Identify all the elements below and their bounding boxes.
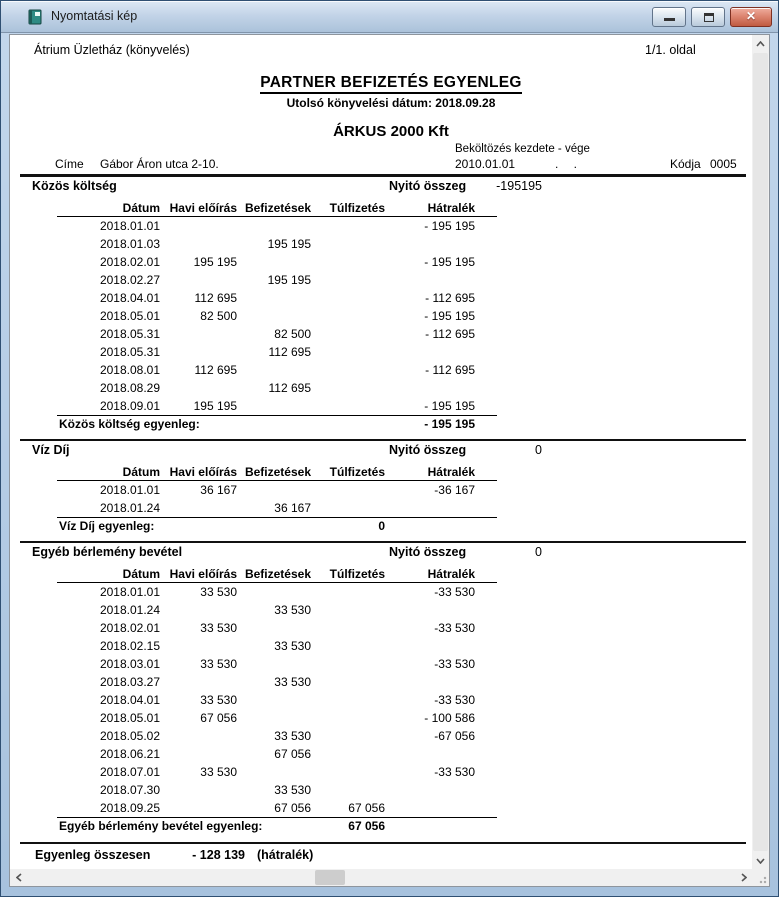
table-cell — [385, 499, 475, 517]
table-cell — [385, 379, 475, 397]
scroll-down-button[interactable] — [752, 852, 769, 869]
table-row — [57, 289, 497, 307]
table-cell — [385, 271, 475, 289]
table-row — [57, 397, 497, 415]
table-cell: 112 695 — [194, 291, 237, 305]
table-row — [57, 217, 497, 235]
table-cell — [311, 361, 385, 379]
table-cell: 2018.06.21 — [99, 747, 160, 761]
table-cell: 36 167 — [274, 501, 311, 515]
table-cell — [160, 271, 237, 289]
report-page — [10, 35, 752, 869]
table-row — [57, 481, 497, 499]
table-cell: 33 530 — [274, 729, 311, 743]
summary-divider — [20, 842, 746, 844]
table-cell: 2018.08.29 — [99, 381, 160, 395]
table-cell: 33 530 — [200, 765, 237, 779]
maximize-button[interactable] — [691, 7, 725, 27]
partner-name: ÁRKUS 2000 Kft — [333, 123, 449, 140]
table-row — [57, 637, 497, 655]
header-divider — [20, 174, 746, 177]
table-cell: 2018.01.24 — [99, 603, 160, 617]
table-cell — [385, 235, 475, 253]
table-cell: 2018.01.01 — [99, 483, 160, 497]
column-header: Dátum — [122, 201, 160, 215]
table-row — [57, 253, 497, 271]
table-cell: - 112 695 — [425, 327, 475, 341]
minimize-icon — [664, 18, 675, 21]
table-cell — [160, 343, 237, 361]
table-row — [57, 709, 497, 727]
table-cell: 2018.03.27 — [99, 675, 160, 689]
table-cell — [311, 217, 385, 235]
partner-code-label: Kódja — [670, 157, 701, 171]
report-section — [30, 541, 752, 835]
table-cell: -33 530 — [434, 765, 475, 779]
table-row — [57, 691, 497, 709]
table-cell: 67 056 — [274, 747, 311, 761]
table-row — [57, 673, 497, 691]
table-cell — [237, 397, 311, 415]
table-cell: 67 056 — [274, 801, 311, 815]
section-divider — [20, 439, 746, 441]
table-cell — [311, 583, 385, 601]
opening-balance-value: 0 — [535, 545, 542, 559]
table-cell: 33 530 — [274, 603, 311, 617]
last-booking-date: Utolsó könyvelési dátum: 2018.09.28 — [286, 96, 496, 110]
table-cell: 33 530 — [274, 783, 311, 797]
section-total-row — [57, 517, 497, 535]
table-cell — [237, 709, 311, 727]
section-name: Egyéb bérlemény bevétel — [32, 545, 183, 559]
scroll-left-button[interactable] — [10, 869, 27, 886]
table-cell — [311, 499, 385, 517]
table-cell — [311, 307, 385, 325]
table-cell: 2018.01.01 — [99, 219, 160, 233]
table-cell: 33 530 — [274, 675, 311, 689]
table-cell — [311, 271, 385, 289]
table-cell — [311, 379, 385, 397]
table-cell — [237, 655, 311, 673]
table-cell: 195 195 — [193, 255, 237, 269]
table-cell — [311, 481, 385, 499]
column-header: Hátralék — [427, 567, 475, 581]
table-cell — [160, 799, 237, 817]
table-cell: -33 530 — [434, 621, 475, 635]
opening-balance-label: Nyitó összeg — [389, 545, 467, 559]
column-header: Havi előírás — [169, 201, 237, 215]
table-cell: - 195 195 — [424, 309, 475, 323]
table-cell — [237, 217, 311, 235]
chevron-left-icon — [16, 873, 22, 882]
table-row — [57, 379, 497, 397]
section-name: Víz Díj — [32, 443, 70, 457]
opening-balance-value: 0 — [535, 443, 542, 457]
section-total-label: Közös költség egyenleg: — [59, 417, 200, 431]
table-cell — [237, 691, 311, 709]
table-cell — [311, 727, 385, 745]
section-divider — [20, 541, 746, 543]
table-cell: 33 530 — [200, 693, 237, 707]
table-cell: - 112 695 — [425, 363, 475, 377]
address-value: Gábor Áron utca 2-10. — [100, 157, 219, 171]
table-cell — [311, 619, 385, 637]
scroll-up-button[interactable] — [752, 35, 769, 52]
table-cell: 67 056 — [348, 801, 385, 815]
table-row — [57, 781, 497, 799]
chevron-right-icon — [741, 873, 747, 882]
table-cell — [160, 673, 237, 691]
table-cell: 33 530 — [200, 621, 237, 635]
table-cell — [385, 637, 475, 655]
close-icon: ✕ — [745, 9, 757, 23]
table-cell: 2018.04.01 — [99, 693, 160, 707]
table-cell — [160, 781, 237, 799]
table-cell: -33 530 — [434, 657, 475, 671]
section-total-value: 0 — [378, 519, 385, 533]
table-row — [57, 727, 497, 745]
table-row — [57, 271, 497, 289]
table-cell: 2018.03.01 — [99, 657, 160, 671]
report-owner: Átrium Üzletház (könyvelés) — [34, 43, 190, 57]
table-cell — [311, 655, 385, 673]
column-header: Hátralék — [427, 465, 475, 479]
table-cell — [160, 235, 237, 253]
horizontal-scrollbar[interactable] — [10, 869, 752, 886]
table-header-row — [57, 567, 497, 583]
table-row — [57, 361, 497, 379]
scroll-right-button[interactable] — [735, 869, 752, 886]
chevron-down-icon — [756, 858, 765, 864]
movein-period-label: Beköltözés kezdete - vége — [455, 143, 590, 155]
table-cell — [311, 325, 385, 343]
horizontal-scroll-thumb[interactable] — [315, 870, 345, 885]
table-cell — [237, 307, 311, 325]
table-cell: 195 195 — [193, 399, 237, 413]
scrollbar-corner — [752, 869, 769, 886]
table-cell — [311, 637, 385, 655]
table-cell — [237, 619, 311, 637]
table-cell: 112 695 — [268, 381, 311, 395]
chevron-up-icon — [756, 41, 765, 47]
vertical-scrollbar[interactable] — [752, 35, 769, 869]
table-row — [57, 583, 497, 601]
table-cell — [160, 727, 237, 745]
report-icon — [27, 9, 43, 25]
table-row — [57, 343, 497, 361]
table-cell — [311, 253, 385, 271]
table-row — [57, 499, 497, 517]
titlebar[interactable] — [1, 1, 778, 33]
movein-start-date: 2010.01.01 — [455, 157, 516, 171]
table-cell: -33 530 — [434, 585, 475, 599]
table-row — [57, 763, 497, 781]
section-name: Közös költség — [32, 179, 117, 193]
table-cell: 2018.02.15 — [99, 639, 160, 653]
table-cell — [311, 763, 385, 781]
table-cell: - 195 195 — [424, 255, 475, 269]
table-cell: 2018.05.02 — [99, 729, 160, 743]
column-header: Dátum — [122, 465, 160, 479]
opening-balance-label: Nyitó összeg — [389, 443, 467, 457]
table-cell: 195 195 — [267, 273, 311, 287]
table-cell — [311, 691, 385, 709]
table-cell — [160, 499, 237, 517]
grand-total-row — [30, 848, 752, 864]
report-section — [30, 179, 752, 433]
table-header-row — [57, 465, 497, 481]
column-header: Befizetések — [244, 465, 311, 479]
grand-total-value: - 128 139 — [192, 848, 245, 862]
table-cell: 36 167 — [200, 483, 237, 497]
table-cell — [385, 673, 475, 691]
table-cell: 2018.01.03 — [99, 237, 160, 251]
table-cell: 82 500 — [200, 309, 237, 323]
section-rows — [30, 481, 752, 517]
maximize-icon — [704, 13, 714, 22]
table-cell: -67 056 — [434, 729, 475, 743]
page-number: 1/1. oldal — [645, 43, 696, 57]
table-cell: 2018.08.01 — [99, 363, 160, 377]
table-cell — [237, 763, 311, 781]
table-cell — [160, 325, 237, 343]
table-row — [57, 601, 497, 619]
section-total-row — [57, 817, 497, 835]
table-header-row — [57, 201, 497, 217]
table-cell: - 100 586 — [424, 711, 475, 725]
column-header: Dátum — [122, 567, 160, 581]
table-cell: -33 530 — [434, 693, 475, 707]
table-cell — [237, 481, 311, 499]
table-cell — [385, 601, 475, 619]
grand-total-note: (hátralék) — [257, 848, 314, 862]
table-row — [57, 799, 497, 817]
table-cell — [385, 781, 475, 799]
table-cell: 33 530 — [274, 639, 311, 653]
column-header: Túlfizetés — [329, 465, 385, 479]
table-cell — [160, 601, 237, 619]
section-total-value: - 195 195 — [424, 417, 475, 431]
section-total-label: Egyéb bérlemény bevétel egyenleg: — [59, 819, 263, 833]
table-cell: 2018.02.01 — [99, 255, 160, 269]
section-total-label: Víz Díj egyenleg: — [59, 519, 155, 533]
table-cell: 2018.05.01 — [99, 309, 160, 323]
table-row — [57, 325, 497, 343]
column-header: Havi előírás — [169, 567, 237, 581]
table-cell — [311, 781, 385, 799]
table-cell: 2018.09.25 — [99, 801, 160, 815]
table-cell: - 195 195 — [424, 399, 475, 413]
table-cell — [237, 289, 311, 307]
table-cell — [160, 637, 237, 655]
table-cell — [311, 745, 385, 763]
column-header: Havi előírás — [169, 465, 237, 479]
section-total-row — [57, 415, 497, 433]
table-cell — [237, 583, 311, 601]
report-section — [30, 439, 752, 535]
table-cell: - 195 195 — [424, 219, 475, 233]
table-cell: 82 500 — [274, 327, 311, 341]
table-cell — [160, 745, 237, 763]
table-row — [57, 655, 497, 673]
table-cell — [311, 601, 385, 619]
table-cell — [311, 289, 385, 307]
table-cell — [385, 799, 475, 817]
table-cell — [311, 235, 385, 253]
movein-end-date: . . — [555, 157, 584, 171]
table-cell — [237, 361, 311, 379]
preview-client-area — [9, 34, 770, 887]
table-cell: -36 167 — [434, 483, 475, 497]
table-cell: 2018.05.01 — [99, 711, 160, 725]
report-title: PARTNER BEFIZETÉS EGYENLEG — [30, 74, 752, 92]
section-total-value: 67 056 — [348, 819, 385, 833]
opening-balance-label: Nyitó összeg — [389, 179, 467, 193]
table-cell — [311, 397, 385, 415]
table-cell — [160, 217, 237, 235]
table-cell: 2018.01.01 — [99, 585, 160, 599]
column-header: Hátralék — [427, 201, 475, 215]
table-cell: 2018.07.01 — [99, 765, 160, 779]
minimize-button[interactable] — [652, 7, 686, 27]
section-rows — [30, 217, 752, 415]
table-cell: 2018.02.27 — [99, 273, 160, 287]
table-cell: - 112 695 — [425, 291, 475, 305]
column-header: Túlfizetés — [329, 567, 385, 581]
table-cell: 2018.02.01 — [99, 621, 160, 635]
table-cell: 67 056 — [200, 711, 237, 725]
table-cell — [385, 343, 475, 361]
table-cell: 195 195 — [267, 237, 311, 251]
table-cell — [385, 745, 475, 763]
table-cell — [311, 673, 385, 691]
table-cell: 33 530 — [200, 657, 237, 671]
resize-grip[interactable] — [757, 874, 767, 884]
table-cell: 2018.07.30 — [99, 783, 160, 797]
sections — [30, 179, 752, 835]
table-row — [57, 619, 497, 637]
opening-balance-value: -195195 — [496, 179, 542, 193]
table-cell: 2018.01.24 — [99, 501, 160, 515]
table-cell: 2018.05.31 — [99, 345, 160, 359]
table-cell — [311, 343, 385, 361]
table-row — [57, 235, 497, 253]
table-cell: 2018.04.01 — [99, 291, 160, 305]
table-cell — [160, 379, 237, 397]
table-row — [57, 307, 497, 325]
column-header: Befizetések — [244, 567, 311, 581]
table-cell: 112 695 — [268, 345, 311, 359]
table-cell: 112 695 — [194, 363, 237, 377]
table-cell: 2018.05.31 — [99, 327, 160, 341]
table-cell: 2018.09.01 — [99, 399, 160, 413]
vertical-scroll-thumb[interactable] — [753, 53, 768, 851]
grand-total-label: Egyenleg összesen — [35, 848, 151, 862]
table-row — [57, 745, 497, 763]
section-rows — [30, 583, 752, 817]
table-cell — [311, 709, 385, 727]
column-header: Befizetések — [244, 201, 311, 215]
table-cell: 33 530 — [200, 585, 237, 599]
table-cell — [237, 253, 311, 271]
column-header: Túlfizetés — [329, 201, 385, 215]
partner-code-value: 0005 — [710, 157, 737, 171]
close-button[interactable] — [730, 7, 772, 27]
address-label: Címe — [55, 157, 84, 171]
window-title: Nyomtatási kép — [51, 9, 138, 23]
